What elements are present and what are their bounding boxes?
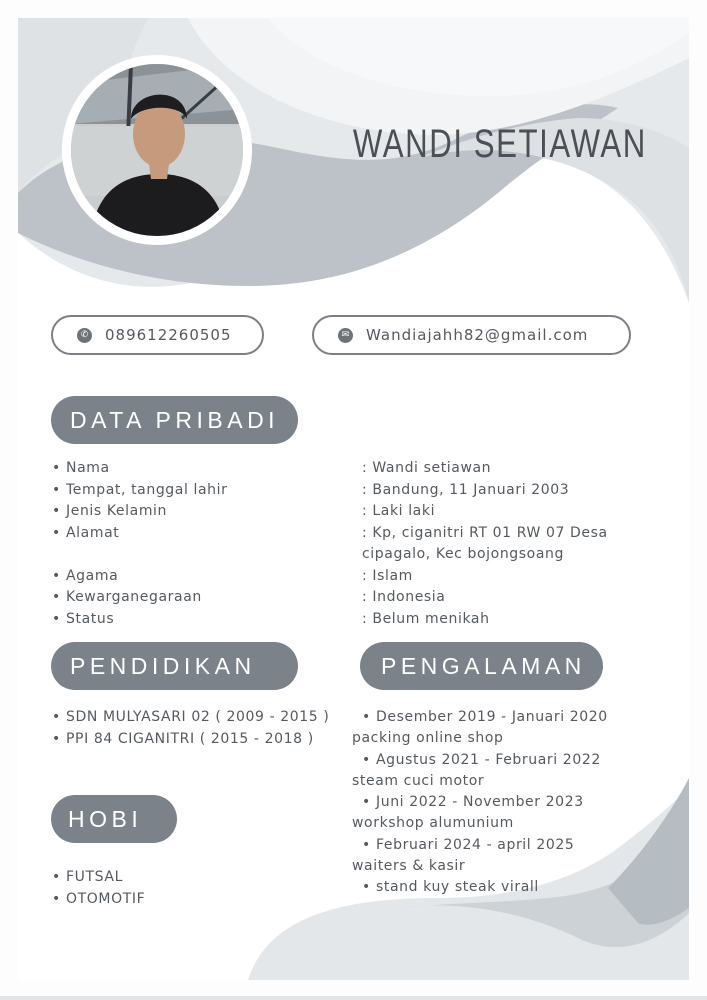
experience-period [352,750,608,771]
label-row [52,566,228,588]
value-alamat-line1: : Kp, ciganitri RT 01 RW 07 Desa [362,524,608,541]
period-text: Agustus 2021 - Februari 2022 [376,751,601,768]
label-row [52,587,228,609]
value-ttl: : Bandung, 11 Januari 2003 [362,481,570,498]
label-nama: Nama [66,460,110,476]
bullet: • [362,794,371,811]
value-jenis-kelamin: : Laki laki [362,503,436,519]
label-row [52,501,228,523]
experience-list [352,707,608,899]
bullet: • [52,869,61,885]
hobby-text: FUTSAL [66,869,123,885]
bullet: • [52,589,61,605]
bullet: • [52,890,61,907]
hobby-item [52,867,145,889]
section-header-data-pribadi: DATA PRIBADI [51,396,298,444]
label-agama: Agama [66,567,119,584]
value-status: : Belum menikah [362,610,490,627]
hobby-item [52,889,145,911]
email-address: Wandiajahh82@gmail.com [366,326,589,344]
mail-icon: ✉ [338,328,353,343]
hobby-list [52,867,145,910]
label-status: Status [66,610,115,627]
section-header-pengalaman: PENGALAMAN [360,642,603,690]
page-bottom-border [0,996,707,1000]
email-contact[interactable] [312,315,631,355]
experience-period [352,835,608,856]
period-text: Desember 2019 - Januari 2020 [376,709,608,725]
profile-photo-frame [62,55,252,245]
education-item [52,707,329,729]
section-header-hobi: HOBI [51,795,177,843]
person-photo-icon [71,64,243,236]
candidate-name: WANDI SETIAWAN [353,122,647,166]
hobby-text: OTOMOTIF [66,890,146,907]
label-row [52,458,228,480]
label-ttl: Tempat, tanggal lahir [66,481,228,498]
bullet: • [52,481,61,498]
profile-photo [71,64,243,236]
label-row [52,609,228,631]
label-alamat: Alamat [66,524,120,541]
bullet: • [52,524,61,541]
value-nama: : Wandi setiawan [362,460,492,476]
phone-contact[interactable] [51,315,264,355]
experience-job: steam cuci motor [352,772,485,789]
experience-period [352,877,608,898]
bullet: • [52,567,61,584]
bullet: • [52,709,61,725]
bullet: • [362,836,371,853]
bullet: • [52,610,61,627]
education-text: PPI 84 CIGANITRI ( 2015 - 2018 ) [66,730,314,747]
phone-icon: ✆ [77,328,92,343]
label-row [52,480,228,502]
personal-data-labels [52,458,228,630]
bullet: • [362,709,371,725]
experience-job: waiters & kasir [352,858,466,875]
education-item [52,729,329,751]
experience-period [352,792,608,813]
period-text: stand kuy steak virall [376,879,539,896]
experience-period [352,707,608,728]
label-row [52,523,228,545]
phone-number: 089612260505 [105,326,232,344]
education-text: SDN MULYASARI 02 ( 2009 - 2015 ) [66,709,330,725]
personal-data-values [362,458,608,630]
bullet: • [362,751,371,768]
experience-job: workshop alumunium [352,815,514,832]
section-header-pendidikan: PENDIDIKAN [51,642,298,690]
value-kewarganegaraan: : Indonesia [362,589,446,605]
value-alamat-line2: cipagalo, Kec bojongsoang [362,546,564,562]
bullet: • [362,879,371,896]
bullet: • [52,460,61,476]
value-agama: : Islam [362,567,413,584]
label-jenis-kelamin: Jenis Kelamin [66,503,168,519]
bullet: • [52,730,61,747]
period-text: Juni 2022 - November 2023 [376,794,584,811]
period-text: Februari 2024 - april 2025 [376,836,575,853]
spacer-row [52,544,228,566]
label-kewarganegaraan: Kewarganegaraan [66,589,202,605]
bullet: • [52,503,61,519]
education-list [52,707,329,750]
experience-job: packing online shop [352,730,504,747]
